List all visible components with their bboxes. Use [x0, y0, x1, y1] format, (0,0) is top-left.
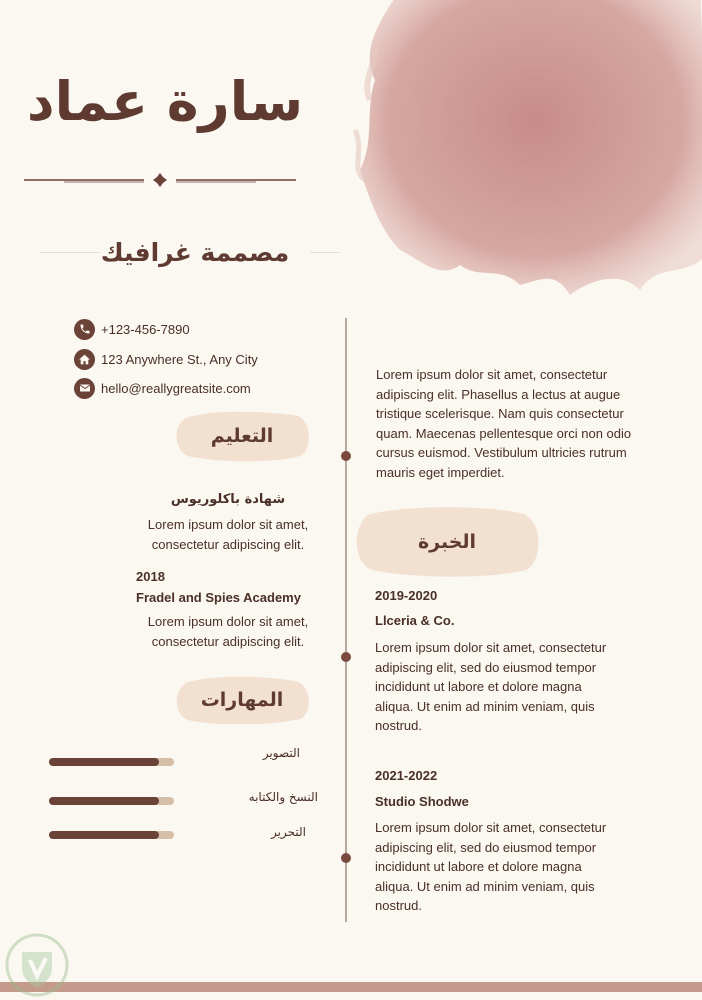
job-description: Lorem ipsum dolor sit amet, consectetur adipiscing elit, sed do eiusmod tempor incididunt ut labore et dolore magna aliqua. Ut enim ad minim veniam, quis nostrud.: [375, 820, 607, 913]
contact-email: [74, 377, 251, 399]
address-text: 123 Anywhere St., Any City: [101, 351, 258, 367]
education-heading: [174, 410, 310, 462]
timeline-dot: [341, 451, 351, 461]
job-title-wrap: [60, 238, 330, 278]
job-period: 2021-2022: [375, 768, 438, 783]
candidate-name: سارة عماد: [26, 70, 304, 133]
experience-heading: [354, 506, 540, 578]
ornament-divider: [24, 170, 296, 190]
skill-label: التحرير: [271, 825, 306, 839]
phone-icon: [74, 319, 95, 340]
skill-bar: [49, 758, 174, 766]
education-school: Fradel and Spies Academy: [136, 590, 301, 605]
skill-label: التصوير: [262, 746, 300, 760]
job-description: Lorem ipsum dolor sit amet, consectetur adipiscing elit, sed do eiusmod tempor incididunt ut labore et dolore magna aliqua. Ut enim ad minim veniam, quis nostrud.: [375, 640, 607, 733]
skill-bar-fill: [49, 797, 159, 805]
experience-heading-text: الخبرة: [417, 531, 477, 553]
education-year: 2018: [136, 569, 165, 584]
job-title: مصممة غرافيك: [100, 238, 290, 267]
email-address: hello@reallygreatsite.com: [101, 380, 251, 396]
education-heading-text: التعليم: [210, 425, 274, 447]
education-degree: شهادة باكلوريوس: [170, 492, 286, 507]
skill-label: النسخ والكتابه: [248, 790, 318, 804]
home-icon: [74, 349, 95, 370]
timeline-line: [345, 318, 347, 922]
job-company: Studio Shodwe: [375, 794, 469, 809]
education-degree-text: Lorem ipsum dolor sit amet, consectetur adipiscing elit.: [147, 517, 309, 552]
skill-bar-fill: [49, 758, 159, 766]
watercolor-decoration: [340, 0, 702, 310]
timeline-dot: [341, 853, 351, 863]
watermark-logo-icon: [2, 930, 72, 1000]
timeline-dot: [341, 652, 351, 662]
skill-bar: [49, 831, 174, 839]
bottom-bar: [0, 982, 702, 992]
skill-bar: [49, 797, 174, 805]
contact-address: [74, 348, 258, 370]
profile-summary: Lorem ipsum dolor sit amet, consectetur adipiscing elit. Phasellus a lectus at augue tristique scelerisque. Nam quis consectetur quam. Maecenas pellentesque orci non odio cursus euismod. Vestibulum ultricies rutrum mauris eget imperdiet.: [376, 367, 632, 480]
contact-phone: [74, 318, 190, 340]
skill-bar-fill: [49, 831, 159, 839]
mail-icon: [74, 378, 95, 399]
skills-heading-text: المهارات: [200, 689, 284, 711]
skills-heading: [174, 676, 310, 724]
phone-number: +123-456-7890: [101, 321, 190, 337]
job-company: Llceria & Co.: [375, 613, 455, 628]
education-school-text: Lorem ipsum dolor sit amet, consectetur adipiscing elit.: [147, 614, 309, 649]
job-period: 2019-2020: [375, 588, 438, 603]
